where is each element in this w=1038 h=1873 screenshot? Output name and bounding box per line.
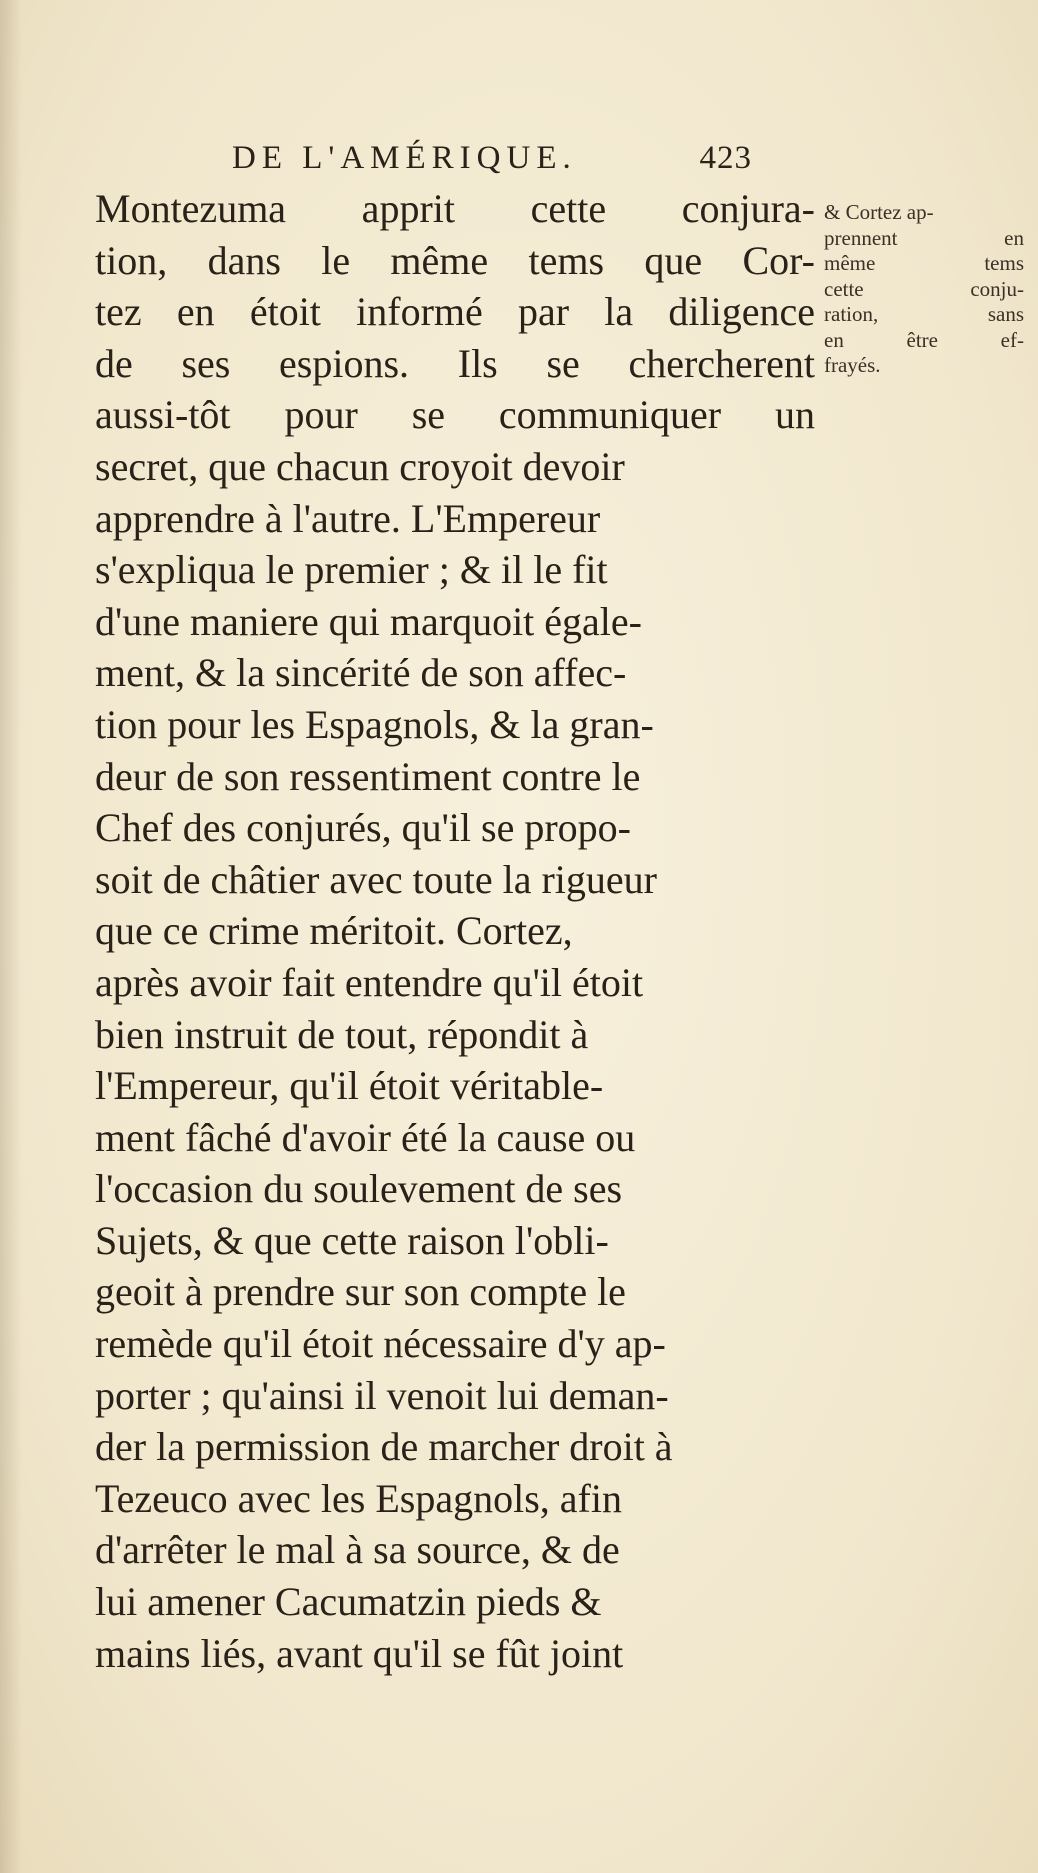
margin-note-line: prennent en — [824, 225, 1024, 250]
text-line: Sujets, & que cette raison l'obli- — [95, 1217, 609, 1263]
text-line: d'arrêter le mal à sa source, & de — [95, 1527, 620, 1573]
text-line: ment, & la sincérité de son affec- — [95, 650, 627, 696]
margin-note-line: en être ef- — [824, 327, 1024, 352]
margin-note-line: même tems — [824, 251, 1024, 275]
text-line: tion, dans le même tems que Cor- — [95, 237, 815, 283]
margin-note-line: & Cortez ap- — [824, 200, 934, 224]
margin-note-line: frayés. — [824, 353, 881, 377]
text-line: l'Empereur, qu'il étoit véritable- — [95, 1063, 604, 1109]
text-line: mains liés, avant qu'il se fût joint — [95, 1630, 624, 1676]
text-line: apprendre à l'autre. L'Empereur — [95, 495, 601, 541]
text-line: tion pour les Espagnols, & la gran- — [95, 701, 654, 747]
text-line: l'occasion du soulevement de ses — [95, 1166, 623, 1212]
text-line: deur de son ressentiment contre le — [95, 753, 641, 799]
text-line: tez en étoit informé par la diligence — [95, 289, 815, 335]
text-line: de ses espions. Ils se chercherent — [95, 340, 815, 386]
text-line: der la permission de marcher droit à — [95, 1424, 673, 1470]
text-line: après avoir fait entendre qu'il étoit — [95, 959, 644, 1005]
text-line: s'expliqua le premier ; & il le fit — [95, 547, 608, 593]
page-gutter-shadow — [0, 0, 22, 1873]
text-line: Montezuma apprit cette conjura- — [95, 186, 815, 231]
margin-note-line: ration, sans — [824, 302, 1024, 326]
running-header — [232, 140, 752, 177]
text-line: remède qu'il étoit nécessaire d'y ap- — [95, 1321, 666, 1367]
text-line: secret, que chacun croyoit devoir — [95, 443, 625, 489]
text-line: aussi-tôt pour se communiquer un — [95, 392, 815, 438]
text-line: Chef des conjurés, qu'il se propo- — [95, 805, 631, 851]
text-line: Tezeuco avec les Espagnols, afin — [95, 1475, 622, 1521]
margin-note-line: cette conju- — [824, 276, 1024, 301]
text-line: soit de châtier avec toute la rigueur — [95, 856, 657, 902]
body-text — [95, 183, 815, 1679]
text-line: lui amener Cacumatzin pieds & — [95, 1579, 602, 1625]
text-line: bien instruit de tout, répondit à — [95, 1011, 589, 1057]
text-line: ment fâché d'avoir été la cause ou — [95, 1114, 636, 1160]
text-line: d'une maniere qui marquoit égale- — [95, 598, 642, 644]
running-title: DE L'AMÉRIQUE. — [232, 140, 577, 176]
marginal-note — [824, 200, 1024, 379]
text-line: porter ; qu'ainsi il venoit lui deman- — [95, 1372, 669, 1418]
text-line: que ce crime méritoit. Cortez, — [95, 908, 573, 954]
page-number: 423 — [699, 140, 752, 176]
text-line: geoit à prendre sur son compte le — [95, 1269, 626, 1315]
